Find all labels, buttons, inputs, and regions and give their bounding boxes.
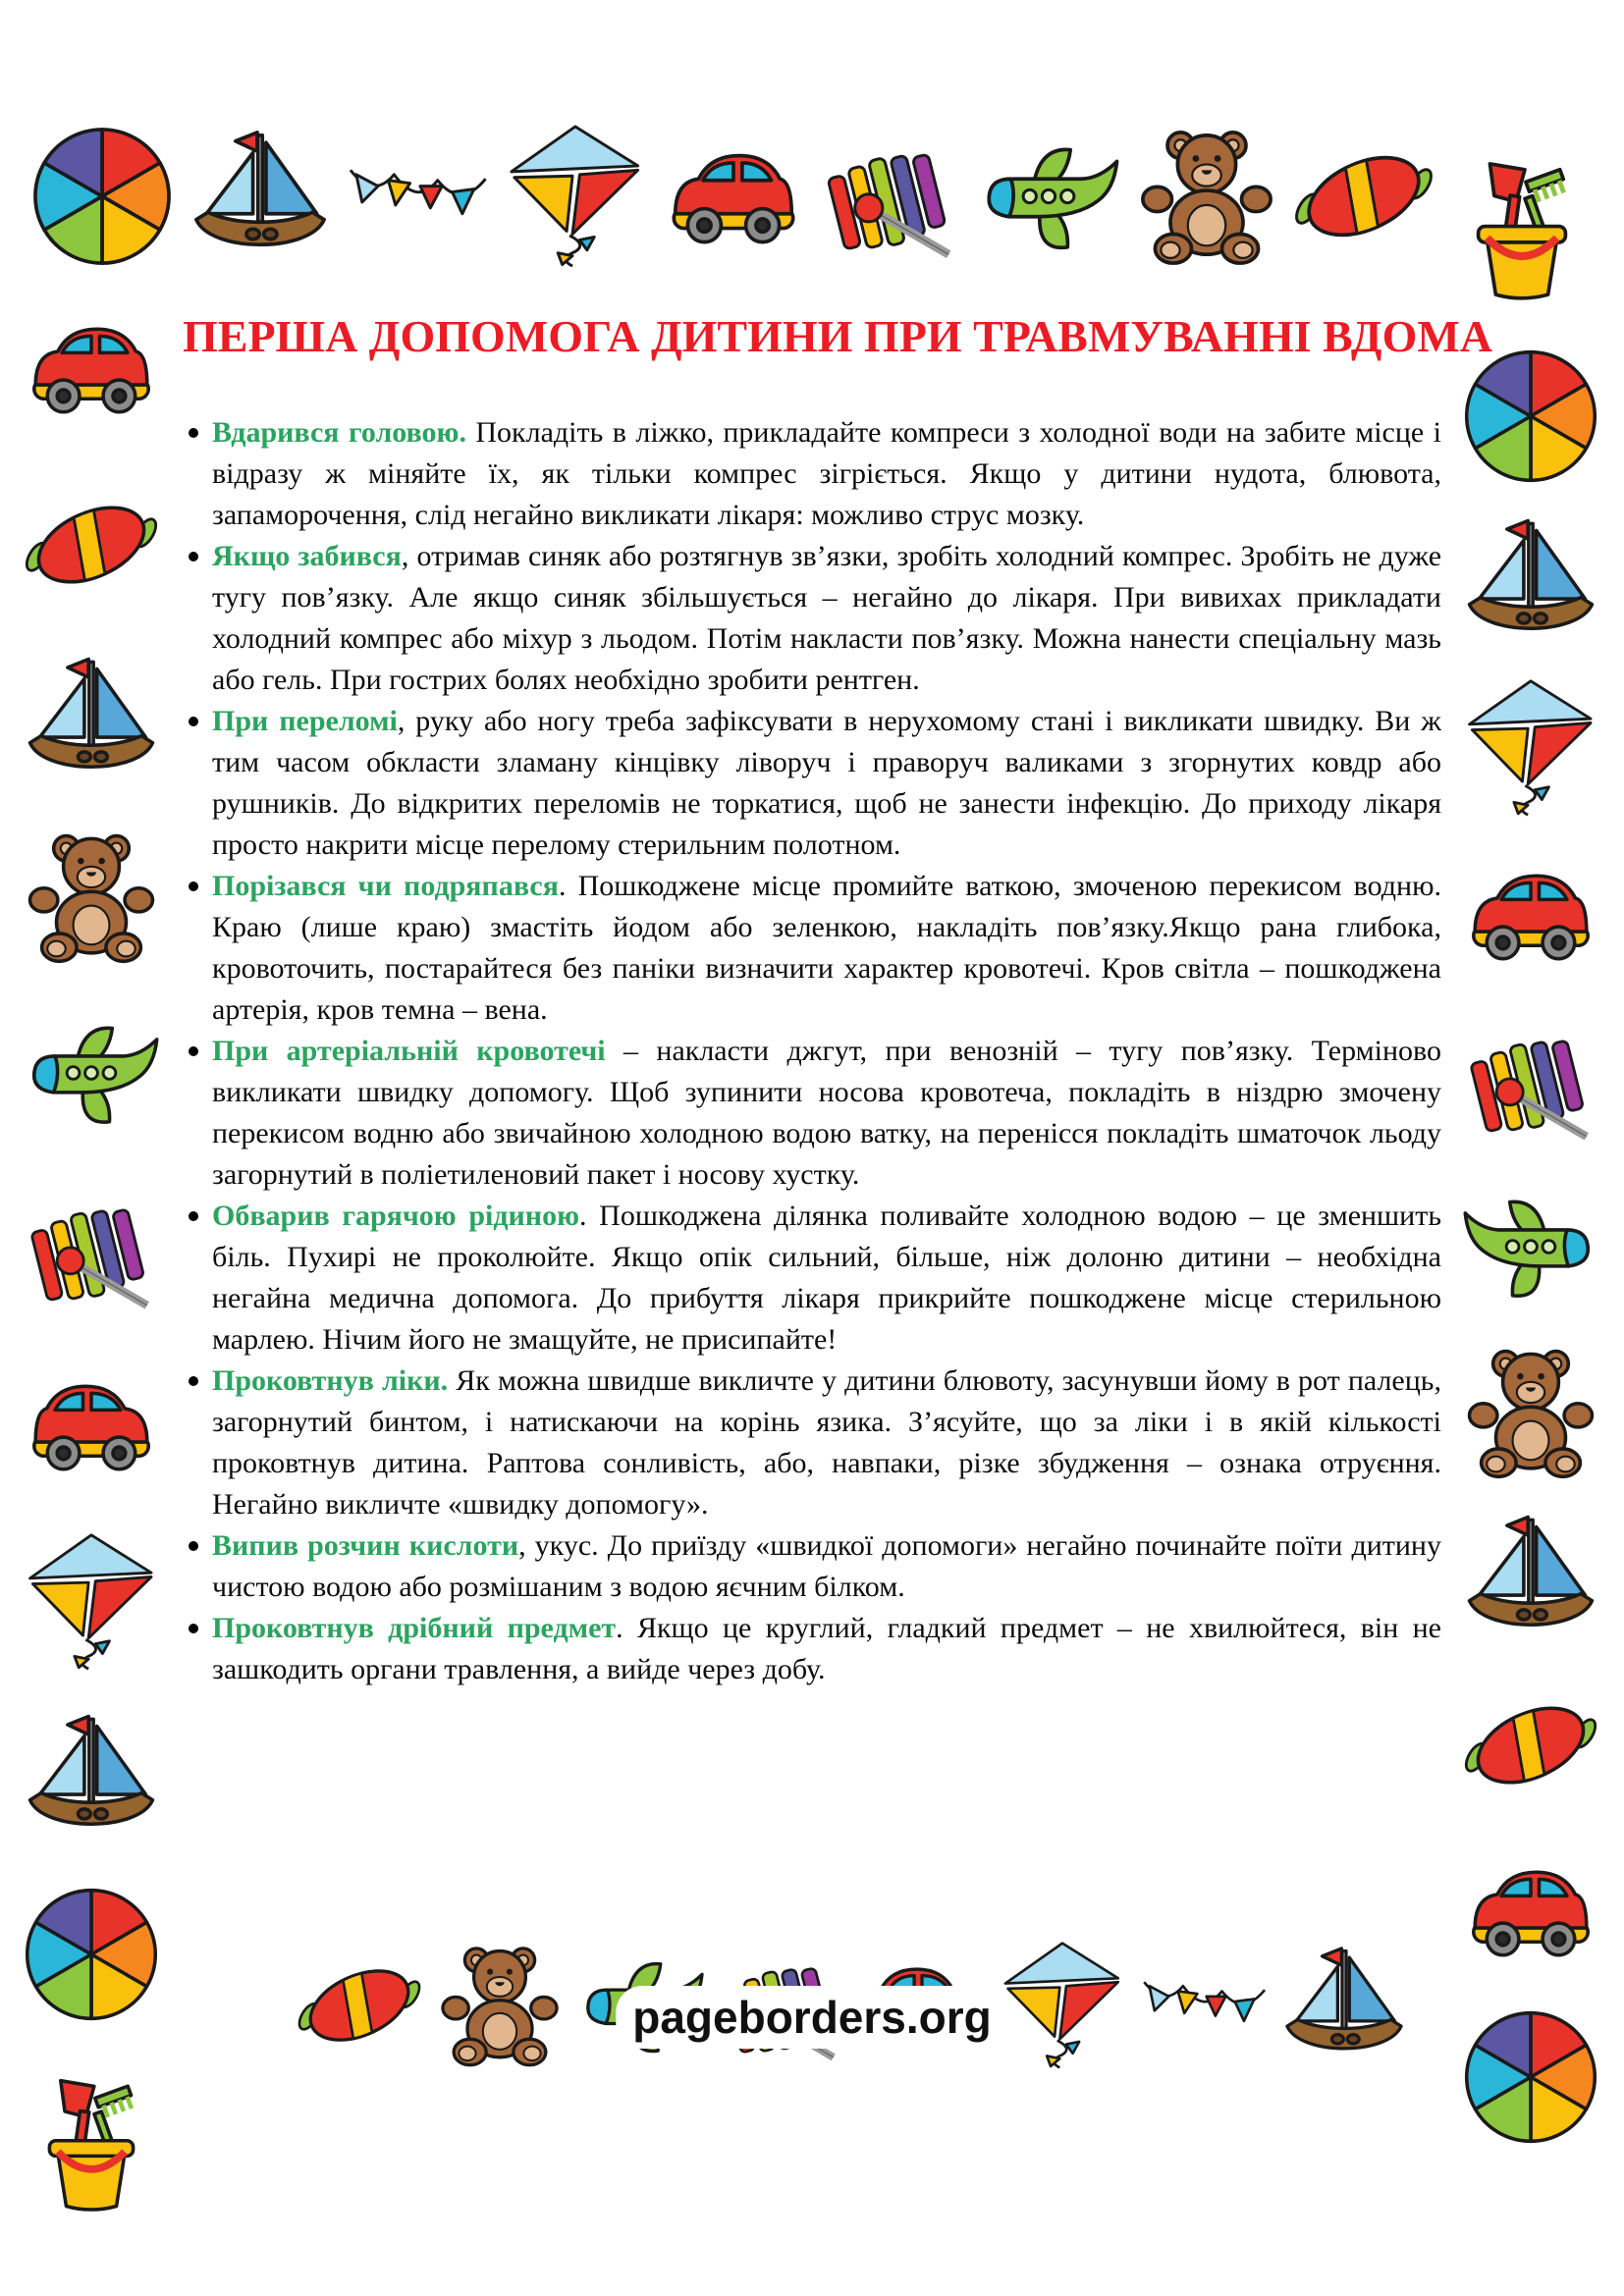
toy-border-right — [1449, 344, 1612, 2150]
sailboat-icon — [188, 107, 333, 286]
list-item — [183, 536, 1441, 701]
list-item — [183, 1361, 1441, 1525]
spinning-top-icon — [295, 1921, 424, 2090]
item-heading: Випив розчин кислоти — [212, 1529, 519, 1562]
toy-border-top — [29, 100, 1595, 292]
bunting-icon — [1139, 1921, 1269, 2090]
beach-ball-icon — [1461, 344, 1600, 489]
sailboat-icon — [1279, 1921, 1409, 2090]
list-item — [183, 1031, 1441, 1196]
page-title: ПЕРША ДОПОМОГА ДИТИНИ ПРИ ТРАВМУВАННІ ВДОМА — [183, 311, 1492, 361]
beach-ball-icon — [22, 1881, 161, 2028]
list-item — [183, 1525, 1441, 1608]
item-body: , руку або ногу треба зафіксувати в нерухомому стані і викликати швидку. Ви ж тим часом обкласти зламану кінцівку ліворуч і праворуч валиками з згорнутих ковдр або рушників. До відкритих переломів не торкатися, щоб не занести інфекцію. До приходу лікаря просто накрити місце перелому стерильним полотном. — [212, 705, 1441, 861]
item-body: – накласти джгут, при венозній – тугу пов’язку. Терміново викликати швидку допомогу. Щоб зупинити носова кровотеча, покладіть в ніздрю змочену перекисом водню або звичайною холодною водою ватку, на перенісся покладіть шматочок льоду загорнутий в поліетиленовий пакет і носову хустку. — [212, 1035, 1441, 1191]
xylophone-icon — [1461, 1008, 1600, 1153]
car-icon — [1461, 1839, 1600, 1984]
item-heading: Порізався чи подряпався — [212, 870, 559, 902]
list-item — [183, 701, 1441, 866]
item-body: . Пошкоджена ділянка поливайте холодною водою – це зменшить біль. Пухирі не проколюйте. Якщо опік сильний, більше, ніж долоню дитини – необхідна негайна медична допомога. До прибуття лікаря прикрийте пошкоджене місце стерильною марлею. Нічим його не змащуйте, не присипайте! — [212, 1200, 1442, 1356]
kite-icon — [503, 107, 648, 286]
spinning-top-icon — [1291, 107, 1436, 286]
bunting-icon — [345, 107, 490, 286]
item-heading: При переломі — [212, 705, 398, 737]
list-item — [183, 1196, 1441, 1361]
car-icon — [661, 107, 806, 286]
sailboat-icon — [22, 647, 161, 794]
xylophone-icon — [818, 107, 963, 286]
list-item — [183, 866, 1441, 1031]
item-body: . Якщо це круглий, гладкий предмет – не хвилюйтеся, він не зашкодить органи травлення, а вийде через добу. — [212, 1612, 1441, 1685]
bucket-icon — [22, 2056, 161, 2233]
item-heading: При артеріальній кровотечі — [212, 1035, 606, 1067]
beach-ball-icon — [29, 107, 175, 286]
airplane-icon — [1461, 1174, 1600, 1319]
item-heading: Вдарився головою. — [212, 416, 466, 449]
airplane-icon — [22, 999, 161, 1147]
item-body: , отримав синяк або розтягнув зв’язки, зробіть холодний компрес. Зробіть не дуже тугу пов’язку. Але якщо синяк збільшується – негайно до лікаря. При вивихах прикладати холодний компрес або міхур з льодом. Потім накласти пов’язку. Можна нанести спеціальну мазь або гель. При гострих болях необхідно зробити рентген. — [212, 540, 1442, 696]
document-body — [183, 310, 1492, 1690]
beach-ball-icon — [1461, 2004, 1600, 2150]
car-icon — [22, 294, 161, 442]
item-heading: Обварив гарячою рідиною — [212, 1200, 580, 1232]
item-body: , укус. До приїзду «швидкої допомоги» негайно починайте поїти дитину чистою водою або розмішаним з водою яєчним білком. — [212, 1529, 1441, 1603]
sailboat-icon — [1461, 1506, 1600, 1651]
item-body: Покладіть в ліжко, прикладайте компреси з холодної води на забите місце і відразу ж міняйте їх, як тільки компрес зігріється. Якщо у дитини нудота, блювота, запаморочення, слід негайно викликати лікаря: можливо струс мозку. — [212, 416, 1441, 531]
car-icon — [1461, 842, 1600, 988]
bucket-icon — [1449, 141, 1595, 320]
list-item — [183, 412, 1441, 536]
car-icon — [22, 1352, 161, 1499]
toy-border-left — [12, 294, 171, 2233]
pageborders-logo: pageborders.org — [621, 1991, 1003, 2044]
list-item — [183, 1608, 1441, 1690]
teddy-bear-icon — [1461, 1340, 1600, 1485]
first-aid-list — [183, 412, 1441, 1690]
sailboat-icon — [1461, 509, 1600, 655]
spinning-top-icon — [22, 471, 161, 618]
xylophone-icon — [22, 1176, 161, 1323]
kite-icon — [998, 1921, 1127, 2090]
airplane-icon — [976, 107, 1121, 286]
spinning-top-icon — [1461, 1673, 1600, 1818]
sailboat-icon — [22, 1704, 161, 1851]
item-body: . Пошкоджене місце промийте ваткою, змоченою перекисом водню. Краю (лише краю) змастіть йодом або зеленкою, накладіть пов’язку.Якщо рана глибока, кровоточить, постарайтеся без паніки визначити характер кровотечі. Кров світла – пошкоджена артерія, кров темна – вена. — [212, 870, 1442, 1026]
teddy-bear-icon — [1134, 107, 1279, 286]
item-heading: Якщо забився — [212, 540, 402, 572]
kite-icon — [1461, 675, 1600, 821]
teddy-bear-icon — [22, 824, 161, 971]
kite-icon — [22, 1528, 161, 1676]
item-heading: Проковтнув дрібний предмет — [212, 1612, 617, 1644]
item-heading: Проковтнув ліки. — [212, 1364, 449, 1397]
teddy-bear-icon — [435, 1921, 565, 2090]
item-body: Як можна швидше викличте у дитини блювоту, засунувши йому в рот палець, загорнутий бинтом, і натискаючи на корінь язика. З’ясуйте, що за ліки і в якій кількості проковтнув дитина. Раптова сонливість, або, навпаки, різке збудження – ознака отруєння. Негайно викличте «швидку допомогу». — [212, 1364, 1441, 1521]
